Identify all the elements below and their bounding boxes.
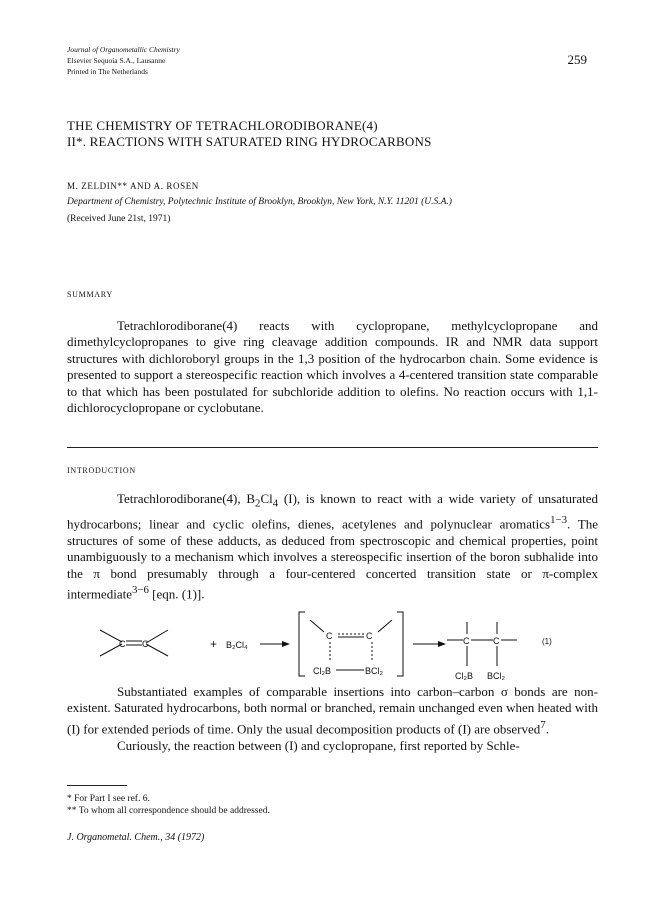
reference-superscript: 7 [540, 718, 546, 731]
footnotes [67, 793, 270, 817]
bracket-left [299, 612, 305, 676]
atom-label: C [326, 631, 333, 641]
publisher: Elsevier Sequoia S.A., Lausanne [67, 56, 166, 65]
product-boryl-right: BCl₂ [487, 671, 505, 681]
intro-text-a: Tetrachlorodiborane(4), B [117, 491, 256, 506]
atom-label: C [119, 639, 126, 649]
summary-heading: SUMMARY [67, 290, 113, 299]
atom-label: C [463, 636, 470, 646]
page-number: 259 [567, 52, 587, 67]
authors: M. ZELDIN** AND A. ROSEN [67, 181, 199, 191]
affiliation: Department of Chemistry, Polytechnic Institute of Brooklyn, Brooklyn, New York, N.Y. 11201 (U.S.A.) [67, 197, 452, 207]
atom-label: C [366, 631, 373, 641]
footnote-1: * For Part I see ref. 6. [67, 794, 150, 804]
bond-line [146, 630, 168, 643]
introduction-heading: INTRODUCTION [67, 466, 136, 475]
received-date: (Received June 21st, 1971) [67, 214, 171, 224]
intro-text-e: [eqn. (1)]. [148, 586, 205, 602]
introduction-paragraph-3: Curiously, the reaction between (I) and cyclopropane, first reported by Schle- [117, 737, 520, 753]
ts-boryl-right: BCl₂ [365, 666, 383, 676]
article-title [67, 118, 627, 150]
bond-line [310, 620, 324, 632]
product-boryl-left: Cl₂B [455, 671, 473, 681]
intro2-text-b: . [545, 721, 549, 737]
title-line-1: THE CHEMISTRY OF TETRACHLORODIBORANE(4) [67, 118, 378, 133]
plus-sign: + [210, 637, 218, 651]
ts-boryl-left: Cl₂B [313, 666, 331, 676]
introduction-paragraph-2 [67, 684, 598, 754]
title-line-2: II*. REACTIONS WITH SATURATED RING HYDROCARBONS [67, 134, 432, 149]
journal-name: Journal of Organometallic Chemistry [67, 45, 180, 54]
arrow-head [438, 641, 446, 647]
subscript: 2 [255, 497, 261, 510]
summary-text [67, 318, 598, 416]
footnote-2: ** To whom all correspondence should be addressed. [67, 806, 270, 816]
equation-number: (1) [542, 637, 552, 646]
footnote-rule [67, 785, 127, 786]
reagent-label: B₂Cl₄ [226, 640, 248, 650]
intro-text-c: (I), is known to react with a wide variety of unsaturated hydrocarbons; linear and cyclic olefins, dienes, acetylenes and polynuclear aromatics [67, 491, 598, 532]
subscript: 4 [272, 497, 279, 510]
reference-superscript: 1−3 [550, 514, 568, 526]
introduction-paragraph-1 [67, 491, 598, 603]
journal-header [67, 44, 180, 77]
atom-label: C [142, 639, 149, 649]
atom-label: C [493, 636, 500, 646]
intro2-text-a: Substantiated examples of comparable insertions into carbon–carbon σ bonds are non-existent. Saturated hydrocarbons, both normal or branched, remain unchanged even when heated with (I) for extended periods of time. Only the usual decomposition products of (I) are observed [67, 684, 598, 737]
arrow-head [282, 641, 290, 647]
bond-line [378, 620, 392, 632]
bond-line [146, 644, 168, 656]
journal-footer: J. Organometal. Chem., 34 (1972) [67, 832, 205, 843]
section-divider [67, 447, 598, 448]
intro-text-b: Cl [260, 491, 273, 506]
intro-text-d: . The structures of some of these adducts, as deduced from spectroscopic and chemical properties, point unambiguously to a mechanism which involves a stereospecific insertion of the boron subhalide into the π bond presumably through a four-centered concerted transition state or π-complex intermediate [67, 516, 598, 602]
reference-superscript: 3−6 [131, 583, 149, 596]
summary-paragraph: Tetrachlorodiborane(4) reacts with cyclopropane, methylcyclopropane and dimethylcyclopropanes to give ring cleavage addition compounds. IR and NMR data support structures with dichloroboryl groups in the 1,3 position of the hydrocarbon chain. Some evidence is presented to support a stereospecific reaction which involves a 4-centered transition state comparable to that which has been postulated for subchloride addition to olefins. No reaction occurs with 1,1-dichlorocyclopropane or cyclobutane. [67, 318, 598, 416]
reaction-scheme [100, 604, 560, 684]
bracket-right [397, 612, 403, 676]
printed-in: Printed in The Netherlands [67, 67, 148, 76]
